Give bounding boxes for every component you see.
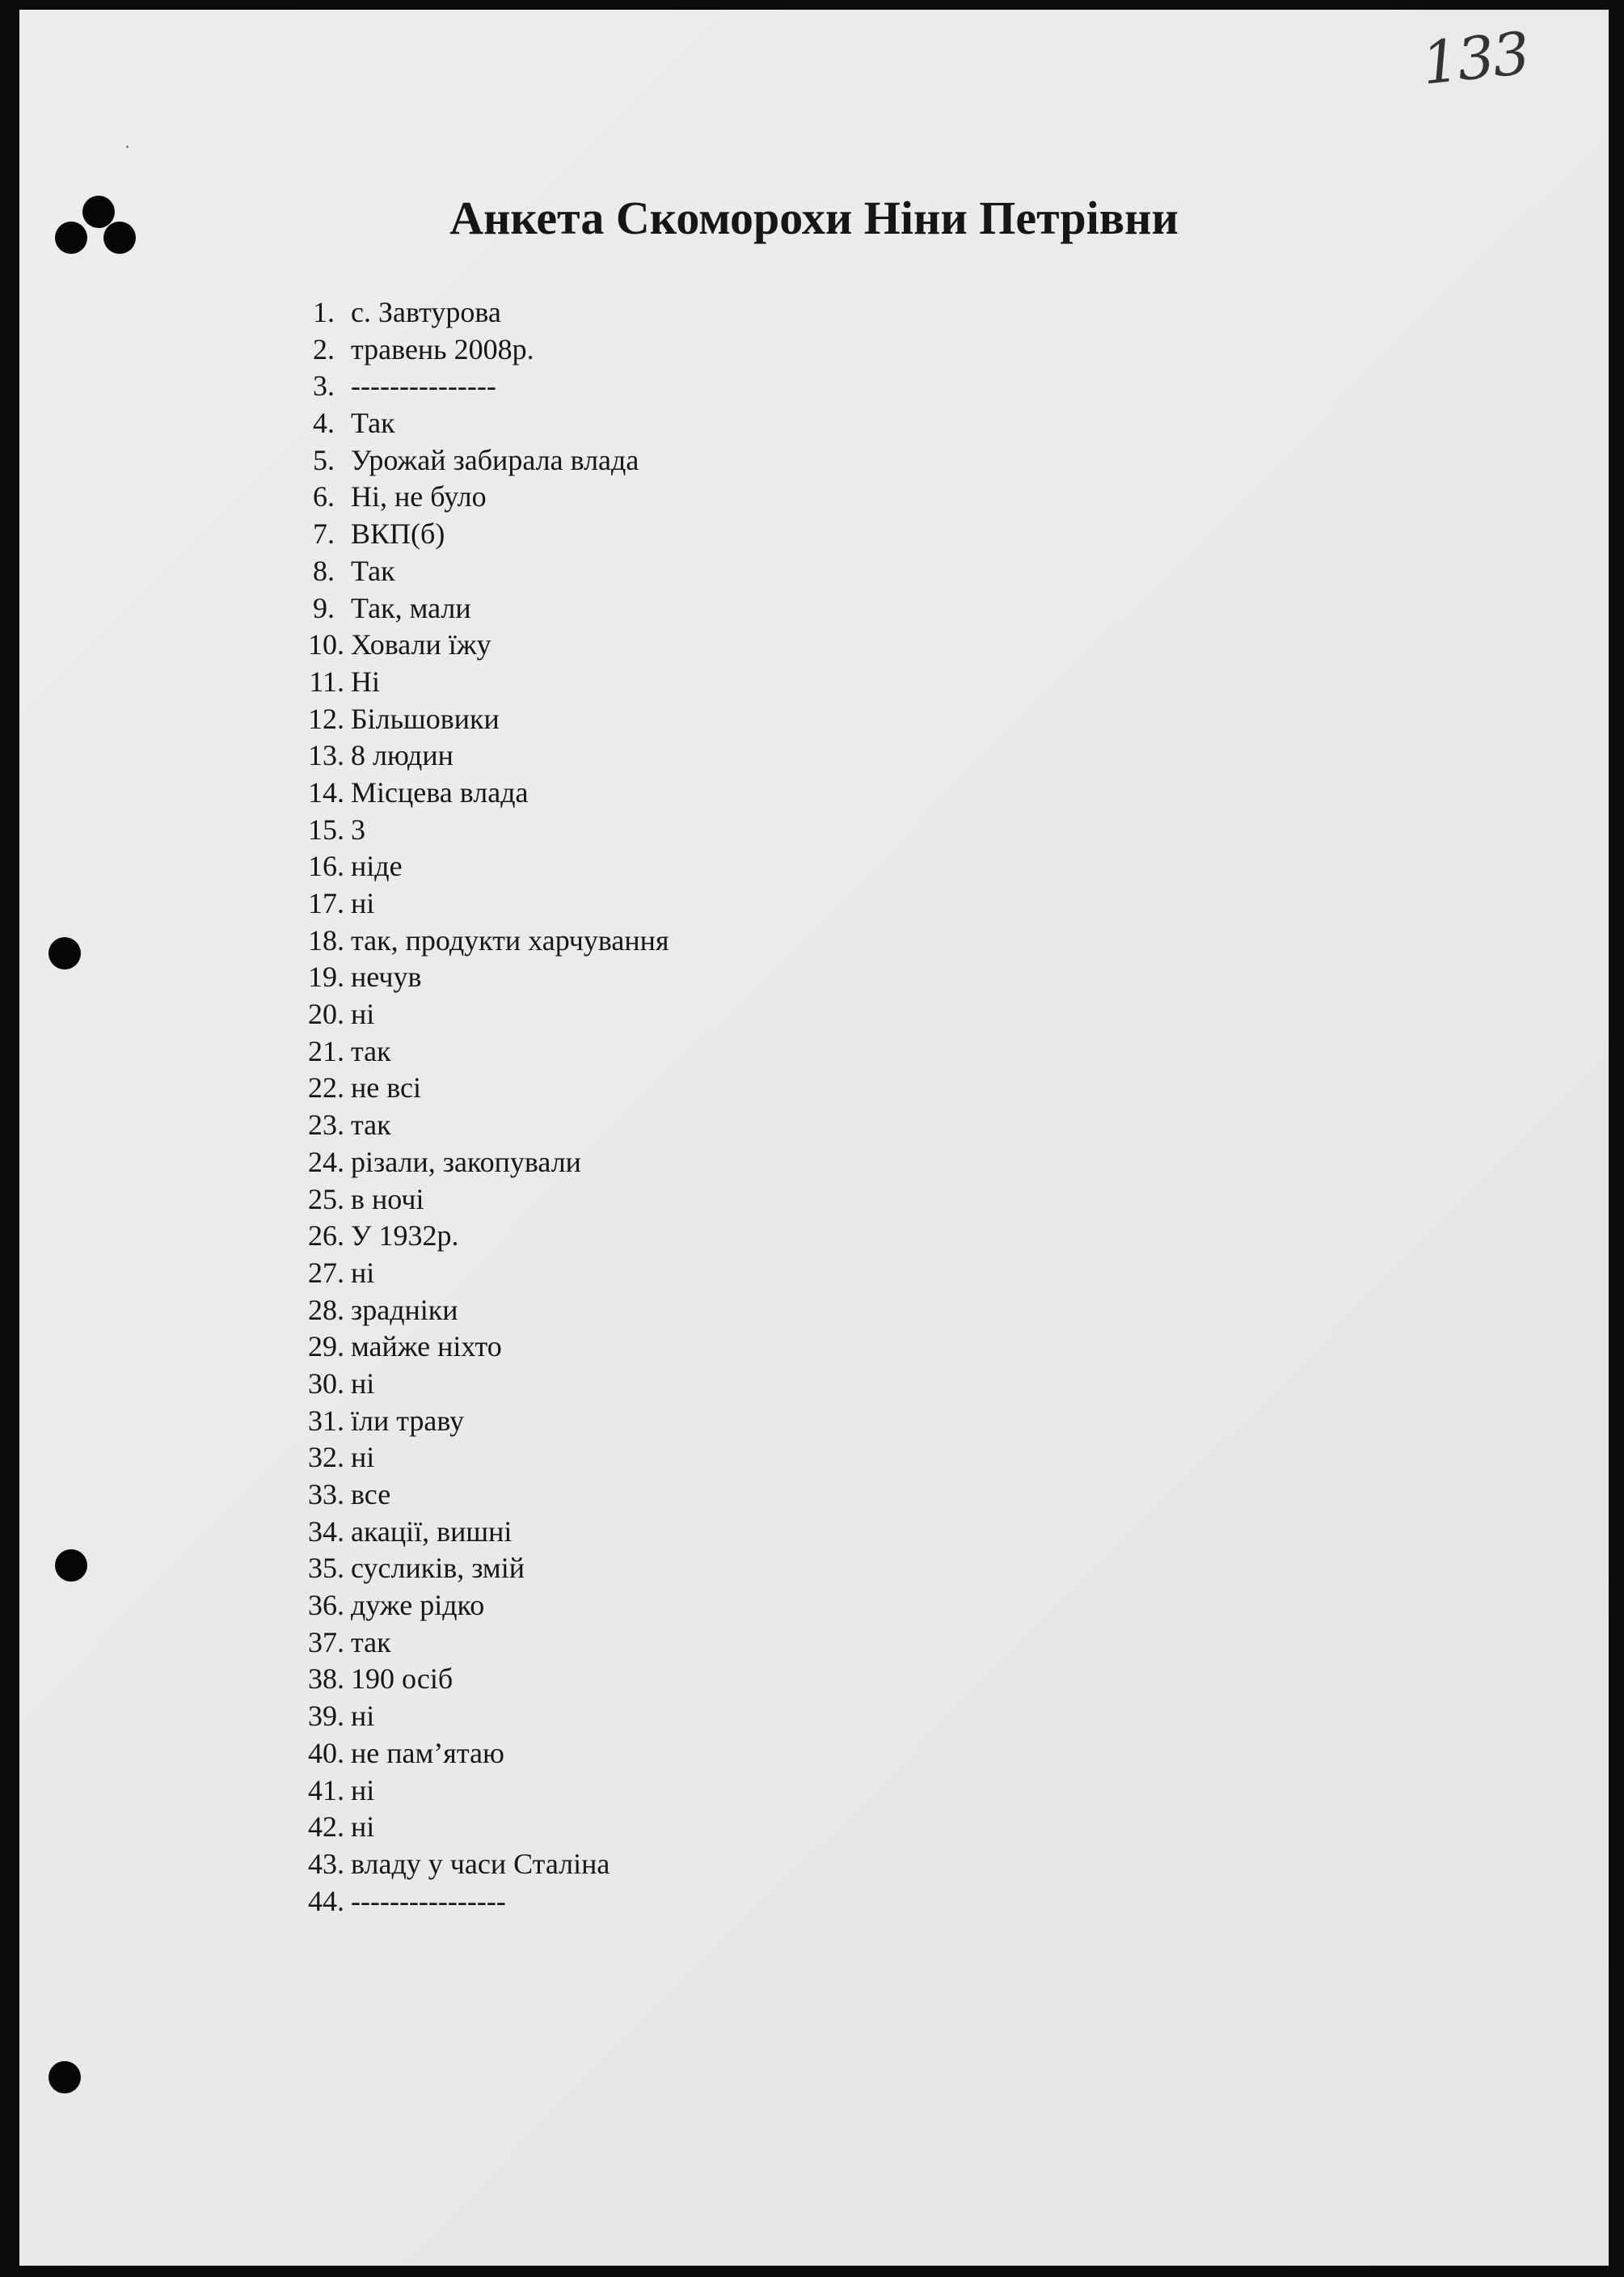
- list-item: [294, 1772, 669, 1810]
- item-number: 4.: [313, 407, 335, 440]
- item-answer: Так, мали: [351, 591, 471, 624]
- list-item: [294, 1329, 669, 1366]
- punch-hole: [49, 2061, 81, 2093]
- list-item: [294, 1883, 669, 1920]
- item-number: 40.: [308, 1736, 344, 1769]
- list-item: [294, 1514, 669, 1551]
- item-answer: ні: [351, 1441, 375, 1474]
- item-answer: так: [351, 1625, 391, 1658]
- item-number: 5.: [313, 443, 335, 476]
- punch-hole: [49, 937, 81, 970]
- item-number: 29.: [308, 1330, 344, 1363]
- list-item: [294, 1107, 669, 1144]
- item-number: 22.: [308, 1071, 344, 1105]
- item-answer: ні: [351, 1256, 375, 1289]
- item-answer: їли траву: [351, 1404, 465, 1437]
- list-item: [294, 332, 669, 369]
- item-number: 12.: [308, 702, 344, 735]
- list-item: [294, 1144, 669, 1181]
- item-number: 43.: [308, 1847, 344, 1880]
- item-answer: 190 осіб: [351, 1662, 453, 1696]
- list-item: [294, 1476, 669, 1514]
- list-item: [294, 959, 669, 996]
- item-answer: так: [351, 1109, 391, 1142]
- item-number: 34.: [308, 1514, 344, 1548]
- document-page: [19, 10, 1609, 2266]
- item-number: 20.: [308, 998, 344, 1031]
- item-answer: так, продукти харчування: [351, 923, 669, 957]
- item-answer: дуже рідко: [351, 1589, 485, 1622]
- item-number: 37.: [308, 1625, 344, 1658]
- list-item: [294, 1698, 669, 1735]
- list-item: [294, 1403, 669, 1440]
- item-answer: У 1932р.: [351, 1219, 459, 1253]
- item-number: 28.: [308, 1293, 344, 1326]
- item-answer: не всі: [351, 1071, 422, 1105]
- item-answer: 3: [351, 813, 365, 846]
- item-number: 39.: [308, 1700, 344, 1733]
- list-item: [294, 1218, 669, 1255]
- list-item: [294, 1070, 669, 1107]
- item-number: 9.: [313, 591, 335, 624]
- list-item: [294, 1439, 669, 1476]
- item-answer: Так: [351, 554, 395, 587]
- list-item: [294, 1624, 669, 1662]
- item-number: 38.: [308, 1662, 344, 1696]
- list-item: [294, 590, 669, 627]
- item-number: 8.: [313, 554, 335, 587]
- item-answer: зрадніки: [351, 1293, 458, 1326]
- item-answer: Так: [351, 407, 395, 440]
- list-item: [294, 1587, 669, 1624]
- list-item: [294, 1809, 669, 1846]
- item-number: 11.: [309, 665, 344, 698]
- item-number: 27.: [308, 1256, 344, 1289]
- item-answer: нечув: [351, 961, 422, 994]
- item-number: 17.: [308, 887, 344, 919]
- item-answer: Ні: [351, 665, 380, 698]
- item-answer: ні: [351, 1810, 375, 1844]
- item-answer: Ні, не було: [351, 480, 487, 513]
- list-item: [294, 701, 669, 738]
- item-answer: Більшовики: [351, 702, 500, 735]
- item-answer: ні: [351, 1367, 375, 1400]
- item-answer: Урожай забирала влада: [351, 443, 639, 476]
- item-answer: ВКП(б): [351, 518, 445, 551]
- list-item: [294, 848, 669, 885]
- list-item: [294, 553, 669, 590]
- page-title: Анкета Скоморохи Ніни Петрівни: [449, 191, 1179, 244]
- item-number: 24.: [308, 1145, 344, 1178]
- item-number: 14.: [308, 775, 344, 809]
- item-number: 18.: [308, 923, 344, 957]
- list-item: [294, 1255, 669, 1292]
- item-answer: с. Завтурова: [351, 296, 501, 328]
- item-answer: ніде: [351, 850, 403, 883]
- list-item: [294, 627, 669, 664]
- item-number: 10.: [308, 628, 344, 661]
- item-number: 25.: [308, 1182, 344, 1215]
- list-item: [294, 1292, 669, 1329]
- item-answer: ----------------: [351, 1884, 506, 1917]
- item-answer: травень 2008р.: [351, 332, 534, 365]
- item-number: 13.: [308, 739, 344, 772]
- list-item: [294, 1846, 669, 1883]
- item-number: 35.: [308, 1552, 344, 1585]
- item-answer: в ночі: [351, 1182, 424, 1215]
- item-number: 15.: [308, 813, 344, 846]
- item-answer: Місцева влада: [351, 775, 529, 809]
- item-number: 21.: [308, 1034, 344, 1067]
- item-number: 6.: [313, 480, 335, 513]
- list-item: [294, 996, 669, 1033]
- item-answer: не пам’ятаю: [351, 1736, 504, 1769]
- list-item: [294, 775, 669, 812]
- item-number: 30.: [308, 1367, 344, 1400]
- answer-list: [294, 294, 669, 1920]
- item-number: 1.: [313, 296, 335, 328]
- list-item: [294, 1181, 669, 1219]
- item-answer: владу у часи Сталіна: [351, 1847, 610, 1880]
- item-answer: різали, закопували: [351, 1145, 581, 1178]
- item-answer: ні: [351, 887, 375, 919]
- item-number: 16.: [308, 850, 344, 883]
- item-answer: ні: [351, 1700, 375, 1733]
- list-item: [294, 479, 669, 516]
- list-item: [294, 294, 669, 332]
- item-number: 44.: [308, 1884, 344, 1917]
- item-number: 19.: [308, 961, 344, 994]
- item-number: 7.: [313, 518, 335, 551]
- list-item: [294, 516, 669, 553]
- handwritten-page-number: 133: [1418, 19, 1532, 98]
- item-answer: все: [351, 1478, 391, 1510]
- item-answer: майже ніхто: [351, 1330, 502, 1363]
- list-item: [294, 1735, 669, 1772]
- list-item: [294, 1033, 669, 1071]
- item-answer: ---------------: [351, 370, 496, 403]
- item-number: 42.: [308, 1810, 344, 1844]
- list-item: [294, 1661, 669, 1698]
- list-item: [294, 885, 669, 923]
- item-answer: ні: [351, 998, 375, 1031]
- list-item: [294, 1550, 669, 1587]
- item-answer: сусликів, змій: [351, 1552, 525, 1585]
- list-item: [294, 1366, 669, 1403]
- list-item: [294, 442, 669, 479]
- item-number: 2.: [313, 332, 335, 365]
- item-answer: 8 людин: [351, 739, 453, 772]
- item-number: 26.: [308, 1219, 344, 1253]
- item-number: 36.: [308, 1589, 344, 1622]
- item-number: 32.: [308, 1441, 344, 1474]
- item-answer: Ховали їжу: [351, 628, 491, 661]
- list-item: [294, 664, 669, 701]
- item-number: 3.: [313, 370, 335, 403]
- list-item: [294, 812, 669, 849]
- item-number: 31.: [308, 1404, 344, 1437]
- item-answer: акації, вишні: [351, 1514, 513, 1548]
- item-answer: так: [351, 1034, 391, 1067]
- item-answer: ні: [351, 1773, 375, 1806]
- list-item: [294, 737, 669, 775]
- list-item: [294, 405, 669, 442]
- list-item: [294, 368, 669, 405]
- item-number: 33.: [308, 1478, 344, 1510]
- item-number: 41.: [308, 1773, 344, 1806]
- item-number: 23.: [308, 1109, 344, 1142]
- list-item: [294, 923, 669, 960]
- paper-speck: [126, 146, 129, 148]
- punch-hole: [55, 1549, 87, 1582]
